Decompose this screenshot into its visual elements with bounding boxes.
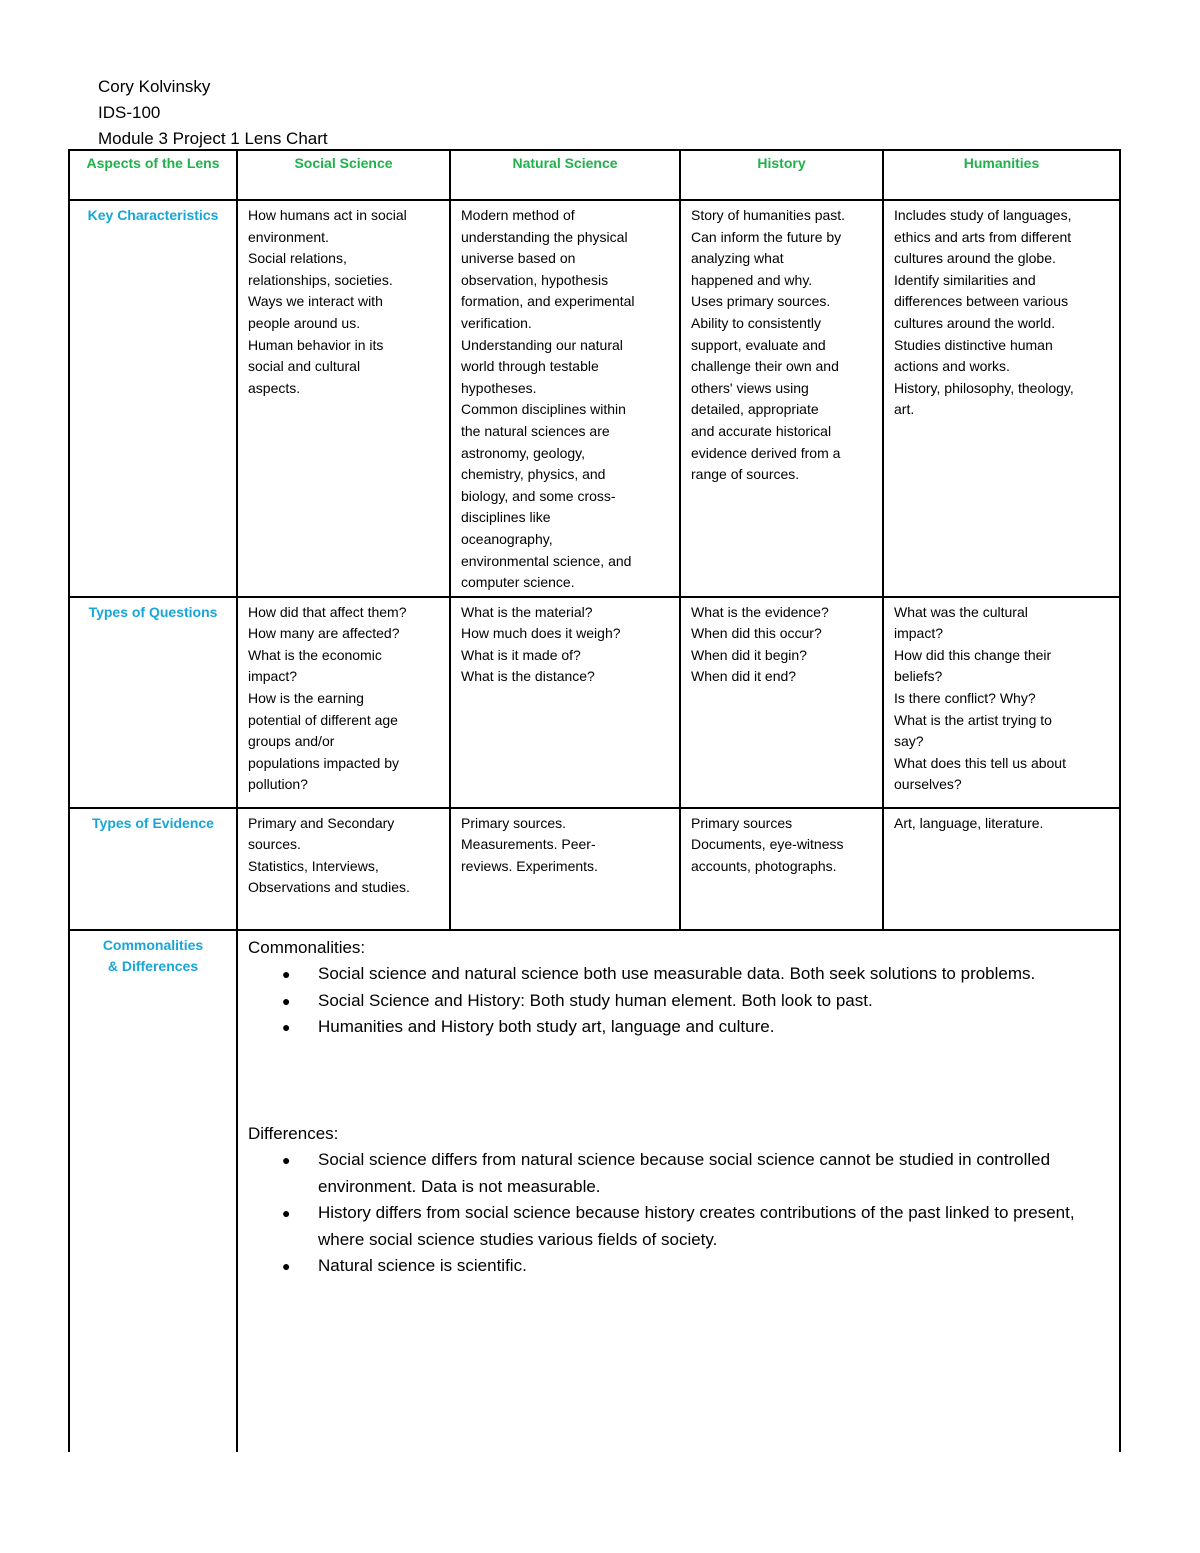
- cell-line: support, evaluate and: [691, 336, 826, 353]
- cell-line: challenge their own and: [691, 358, 839, 375]
- cell-line: biology, and some cross-: [461, 487, 616, 504]
- document-title: Module 3 Project 1 Lens Chart: [98, 129, 328, 148]
- cell-line: world through testable: [461, 358, 599, 375]
- cell-line: observation, hypothesis: [461, 271, 609, 288]
- cell-line: What is the material?: [461, 603, 593, 620]
- cell-line: computer science.: [461, 574, 575, 591]
- cell-line: Can inform the future by: [691, 228, 842, 245]
- table-header-row: [69, 150, 1120, 200]
- cell-line: sources.: [248, 836, 301, 853]
- cell-line: evidence derived from a: [691, 444, 841, 461]
- cell-line: pollution?: [248, 776, 308, 793]
- cell-line: the natural sciences are: [461, 422, 610, 439]
- cell-line: others' views using: [691, 379, 809, 396]
- cell-line: beliefs?: [894, 668, 943, 685]
- cell-line: Primary sources: [691, 814, 793, 831]
- cell-line: Ways we interact with: [248, 293, 383, 310]
- cell-line: Ability to consistently: [691, 314, 821, 331]
- table-cell: [237, 200, 450, 597]
- cell-line: disciplines like: [461, 509, 551, 526]
- commonalities-row: [69, 930, 1120, 1452]
- bullet-icon: ●: [282, 1152, 291, 1169]
- cell-line: oceanography,: [461, 530, 553, 547]
- cell-line: Uses primary sources.: [691, 293, 831, 310]
- table-row: [69, 808, 1120, 930]
- cell-line: detailed, appropriate: [691, 401, 819, 418]
- column-header-history: History: [680, 150, 883, 200]
- bullet-icon: ●: [282, 1205, 291, 1222]
- cell-line: When did it begin?: [691, 646, 807, 663]
- cell-line: Studies distinctive human: [894, 336, 1053, 353]
- cell-line: social and cultural: [248, 358, 361, 375]
- cell-line: and accurate historical: [691, 422, 832, 439]
- cell-line: populations impacted by: [248, 754, 399, 771]
- cell-line: Art, language, literature.: [894, 814, 1044, 831]
- cell-line: What is the distance?: [461, 668, 595, 685]
- cell-line: Identify similarities and: [894, 271, 1036, 288]
- list-item-text: Social science differs from natural science because social science cannot be studied in controlled environment. Data is not measurable.: [318, 1150, 1051, 1196]
- list-item-text: Humanities and History both study art, language and culture.: [318, 1017, 775, 1037]
- table-cell: [237, 597, 450, 808]
- table-cell: [680, 808, 883, 930]
- row-header-line: & Differences: [107, 958, 199, 975]
- author-name: Cory Kolvinsky: [98, 77, 211, 96]
- cell-line: hypotheses.: [461, 379, 537, 396]
- cell-line: formation, and experimental: [461, 293, 635, 310]
- cell-line: happened and why.: [691, 271, 813, 288]
- table-row: [69, 200, 1120, 597]
- row-header-line: Commonalities: [102, 936, 204, 953]
- list-item: [248, 961, 1109, 988]
- list-item-text: Natural science is scientific.: [318, 1256, 527, 1276]
- cell-line: Understanding our natural: [461, 336, 623, 353]
- table-cell: [680, 200, 883, 597]
- cell-line: relationships, societies.: [248, 271, 393, 288]
- list-item-text: Social science and natural science both use measurable data. Both seek solutions to problems.: [318, 964, 1036, 984]
- cell-line: Common disciplines within: [461, 401, 626, 418]
- cell-line: say?: [894, 733, 924, 750]
- cell-line: analyzing what: [691, 250, 784, 267]
- cell-line: aspects.: [248, 379, 301, 396]
- table-cell: [883, 597, 1120, 808]
- bullet-icon: ●: [282, 992, 291, 1009]
- column-header-social-science: Social Science: [237, 150, 450, 200]
- cell-line: What is the economic: [248, 646, 382, 663]
- cell-line: ourselves?: [894, 776, 962, 793]
- lens-chart-table: [68, 149, 1121, 1452]
- cell-line: Modern method of: [461, 207, 575, 223]
- cell-line: Social relations,: [248, 250, 347, 267]
- cell-line: chemistry, physics, and: [461, 466, 606, 483]
- cell-line: Statistics, Interviews,: [248, 857, 379, 874]
- column-header-humanities: Humanities: [883, 150, 1120, 200]
- cell-line: reviews. Experiments.: [461, 857, 598, 874]
- cell-line: What is it made of?: [461, 646, 581, 663]
- row-header-key-characteristics: Key Characteristics: [69, 200, 237, 597]
- cell-line: Is there conflict? Why?: [894, 690, 1036, 707]
- list-item: [248, 1200, 1109, 1253]
- table-cell: [883, 200, 1120, 597]
- cell-line: art.: [894, 401, 915, 418]
- cell-line: actions and works.: [894, 358, 1010, 375]
- cell-line: differences between various: [894, 293, 1069, 310]
- cell-line: groups and/or: [248, 733, 335, 750]
- cell-line: ethics and arts from different: [894, 228, 1072, 245]
- cell-line: Story of humanities past.: [691, 207, 846, 223]
- cell-line: cultures around the world.: [894, 314, 1056, 331]
- document-header: [98, 74, 328, 152]
- cell-line: What is the artist trying to: [894, 711, 1052, 728]
- cell-line: Primary sources.: [461, 814, 567, 831]
- list-item-text: History differs from social science because history creates contributions of the past linked to present, where social science studies various fields of society.: [318, 1203, 1075, 1249]
- differences-list: [248, 1147, 1109, 1280]
- list-item: [248, 988, 1109, 1015]
- cell-line: How much does it weigh?: [461, 625, 621, 642]
- cell-line: range of sources.: [691, 466, 800, 483]
- bullet-icon: ●: [282, 1258, 291, 1275]
- cell-line: environmental science, and: [461, 552, 632, 569]
- cell-line: Documents, eye-witness: [691, 836, 844, 853]
- table-cell: [883, 808, 1120, 930]
- cell-line: Primary and Secondary: [248, 814, 395, 831]
- list-item: [248, 1253, 1109, 1280]
- cell-line: When did it end?: [691, 668, 797, 685]
- cell-line: impact?: [894, 625, 944, 642]
- cell-line: Human behavior in its: [248, 336, 384, 353]
- table-cell: [680, 597, 883, 808]
- row-header-commonalities: [69, 930, 237, 1452]
- row-header-types-of-questions: Types of Questions: [69, 597, 237, 808]
- cell-line: When did this occur?: [691, 625, 822, 642]
- list-item-text: Social Science and History: Both study human element. Both look to past.: [318, 990, 873, 1010]
- cell-line: History, philosophy, theology,: [894, 379, 1074, 396]
- cell-line: Observations and studies.: [248, 879, 410, 896]
- cell-line: How did this change their: [894, 646, 1052, 663]
- table-row: [69, 597, 1120, 808]
- cell-line: Includes study of languages,: [894, 207, 1072, 223]
- course-code: IDS-100: [98, 103, 161, 122]
- row-header-types-of-evidence: Types of Evidence: [69, 808, 237, 930]
- list-item: [248, 1147, 1109, 1200]
- cell-line: universe based on: [461, 250, 576, 267]
- cell-line: verification.: [461, 314, 532, 331]
- table-cell: [237, 808, 450, 930]
- table-cell: [450, 200, 680, 597]
- cell-line: astronomy, geology,: [461, 444, 585, 461]
- cell-line: environment.: [248, 228, 329, 245]
- cell-line: How is the earning: [248, 690, 364, 707]
- cell-line: How humans act in social: [248, 207, 407, 223]
- list-item: [248, 1014, 1109, 1041]
- cell-line: understanding the physical: [461, 228, 628, 245]
- table-cell: [450, 597, 680, 808]
- cell-line: How many are affected?: [248, 625, 400, 642]
- cell-line: potential of different age: [248, 711, 398, 728]
- cell-line: impact?: [248, 668, 298, 685]
- cell-line: What does this tell us about: [894, 754, 1066, 771]
- cell-line: cultures around the globe.: [894, 250, 1056, 267]
- column-header-aspects: Aspects of the Lens: [69, 150, 237, 200]
- spacer: [248, 1041, 1109, 1121]
- cell-line: accounts, photographs.: [691, 857, 837, 874]
- column-header-natural-science: Natural Science: [450, 150, 680, 200]
- commonalities-title: Commonalities:: [248, 937, 366, 957]
- differences-title: Differences:: [248, 1123, 339, 1143]
- cell-line: people around us.: [248, 314, 361, 331]
- cell-line: What was the cultural: [894, 603, 1028, 620]
- commonalities-list: [248, 961, 1109, 1041]
- commonalities-cell: [237, 930, 1120, 1452]
- cell-line: What is the evidence?: [691, 603, 829, 620]
- cell-line: How did that affect them?: [248, 603, 407, 620]
- cell-line: Measurements. Peer-: [461, 836, 596, 853]
- bullet-icon: ●: [282, 1019, 291, 1036]
- table-cell: [450, 808, 680, 930]
- bullet-icon: ●: [282, 966, 291, 983]
